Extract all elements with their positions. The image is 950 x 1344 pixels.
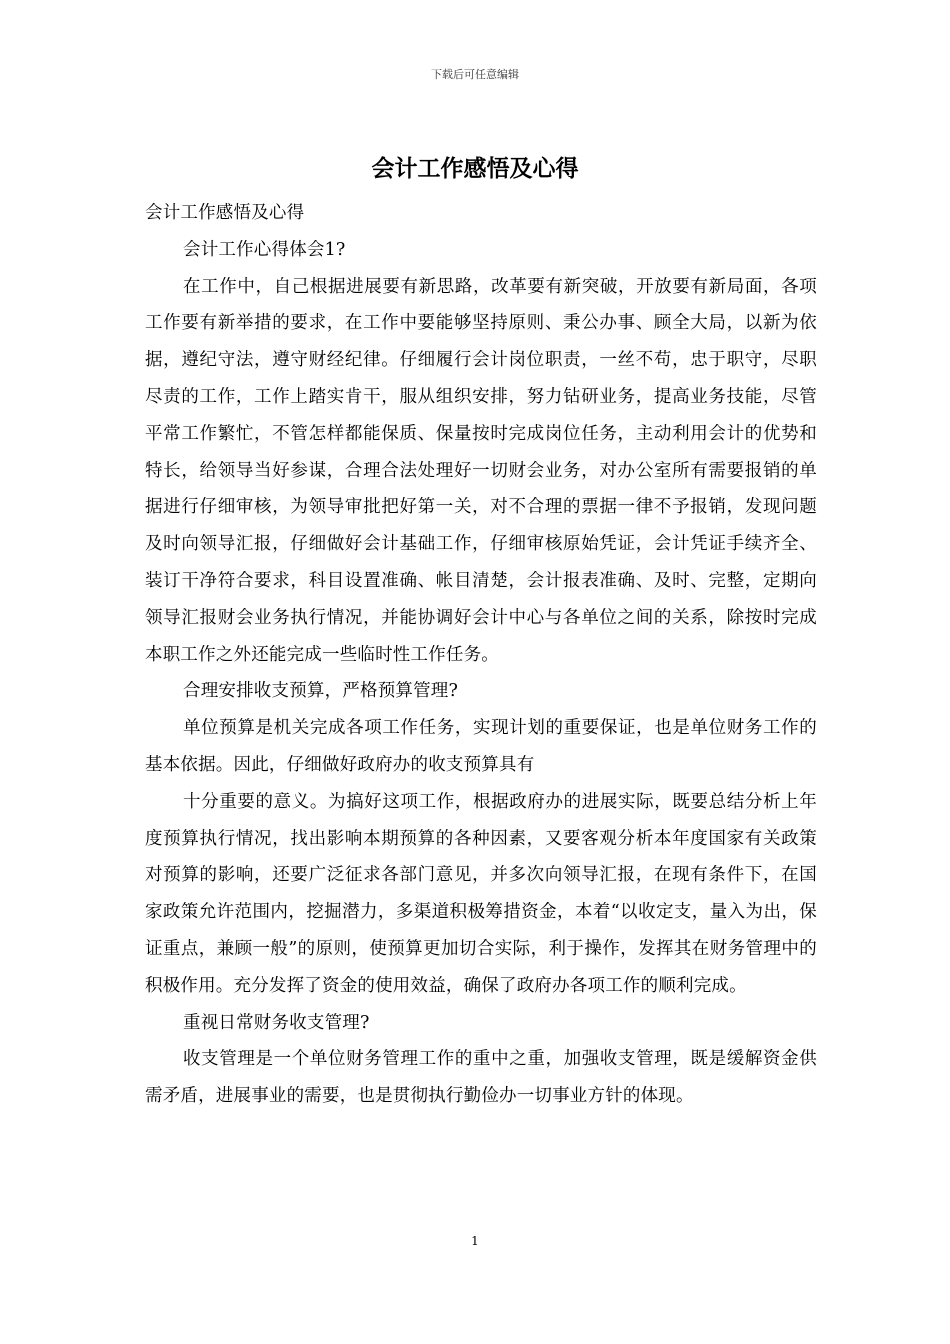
paragraph-heading-daily-finance: 重视日常财务收支管理? <box>183 1012 370 1033</box>
paragraph-heading-experience-1: 会计工作心得体会1? <box>183 239 346 260</box>
header-note: 下载后可任意编辑 <box>431 68 519 81</box>
document-title: 会计工作感悟及心得 <box>371 155 579 182</box>
document-body <box>145 195 817 1115</box>
paragraph-subtitle: 会计工作感悟及心得 <box>145 203 305 223</box>
paragraph-budget-importance: 十分重要的意义。为搞好这项工作，根据政府办的进展实际，既要总结分析上年度预算执行情况，找出影响本期预算的各种因素，又要客观分析本年度国家有关政策对预算的影响，还要广泛征求各部门意见，并多次向领导汇报，在现有条件下，在国家政策允许范围内，挖掘潜力，多渠道积极筹措资金，本着“以收定支，量入为出，保证重点，兼顾一般”的原则，使预算更加切合实际，利于操作，发挥其在财务管理中的积极作用。充分发挥了资金的使用效益，确保了政府办各项工作的顺利完成。 <box>145 791 817 996</box>
paragraph-budget-basis: 单位预算是机关完成各项工作任务，实现计划的重要保证，也是单位财务工作的基本依据。因此，仔细做好政府办的收支预算具有 <box>145 718 817 775</box>
paragraph-income-expense-management: 收支管理是一个单位财务管理工作的重中之重，加强收支管理，既是缓解资金供需矛盾，进展事业的需要，也是贯彻执行勤俭办一切事业方针的体现。 <box>145 1049 817 1107</box>
page-number: 1 <box>471 1234 479 1248</box>
paragraph-heading-budget: 合理安排收支预算，严格预算管理? <box>183 681 459 702</box>
paragraph-work-duties: 在工作中，自己根据进展要有新思路，改革要有新突破，开放要有新局面，各项工作要有新举措的要求，在工作中要能够坚持原则、秉公办事、顾全大局，以新为依据，遵纪守法，遵守财经纪律。仔细履行会计岗位职责，一丝不苟，忠于职守，尽职尽责的工作，工作上踏实肯干，服从组织安排，努力钻研业务，提高业务技能，尽管平常工作繁忙，不管怎样都能保质、保量按时完成岗位任务，主动利用会计的优势和特长，给领导当好参谋，合理合法处理好一切财会业务，对办公室所有需要报销的单据进行仔细审核，为领导审批把好第一关，对不合理的票据一律不予报销，发现问题及时向领导汇报，仔细做好会计基础工作，仔细审核原始凭证，会计凭证手续齐全、装订干净符合要求，科目设置准确、帐目清楚，会计报表准确、及时、完整，定期向领导汇报财会业务执行情况，并能协调好会计中心与各单位之间的关系，除按时完成本职工作之外还能完成一些临时性工作任务。 <box>145 276 817 665</box>
